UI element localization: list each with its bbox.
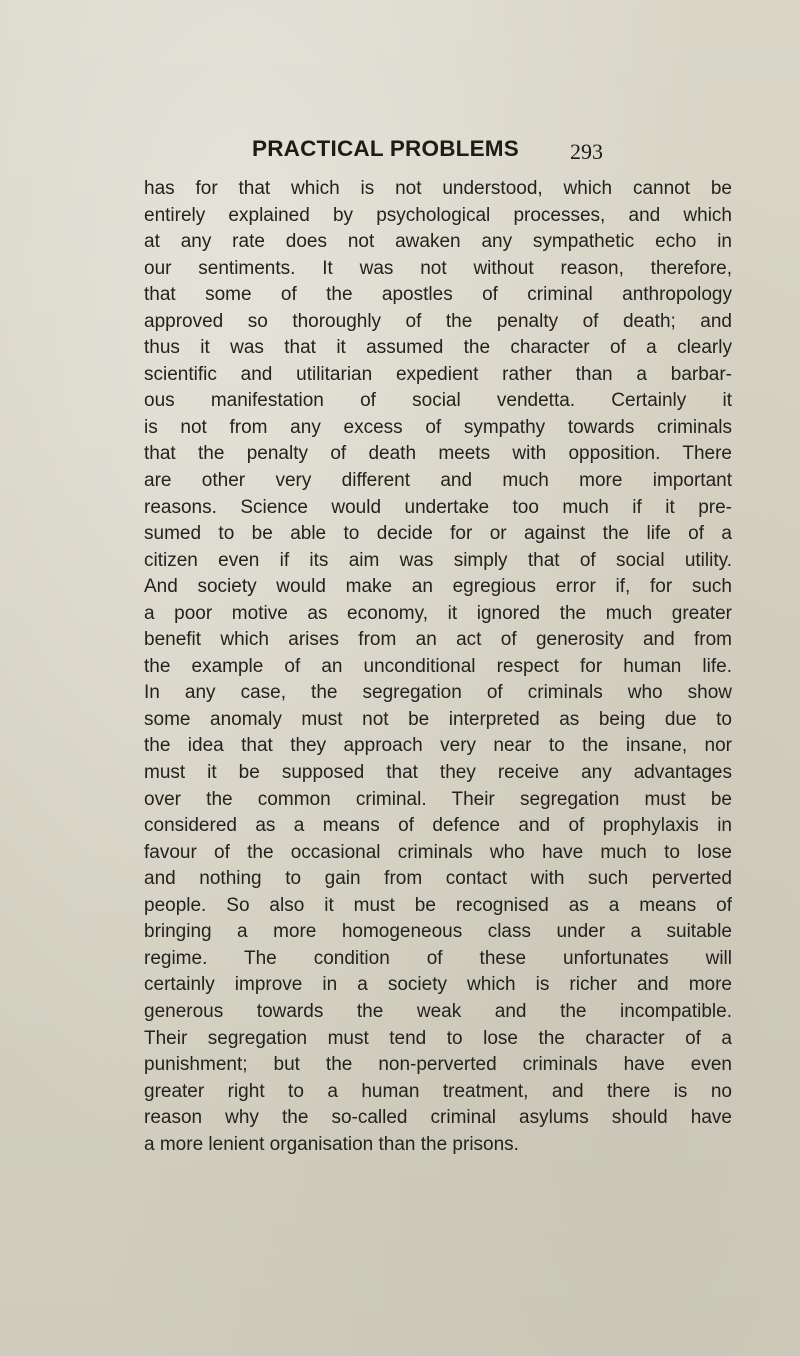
text-line: regime. The condition of these unfortunates will — [144, 947, 732, 969]
text-line: must it be supposed that they receive any advantages — [144, 762, 732, 784]
text-line: some anomaly must not be interpreted as being due to — [144, 708, 732, 730]
text-line: at any rate does not awaken any sympathetic echo in — [144, 231, 732, 253]
text-line: the example of an unconditional respect for human life. — [144, 655, 732, 677]
text-line: that some of the apostles of criminal anthropology — [144, 284, 732, 306]
text-line: bringing a more homogeneous class under a suitable — [144, 921, 732, 943]
text-line: In any case, the segregation of criminals who show — [144, 682, 732, 704]
text-line: generous towards the weak and the incompatible. — [144, 1000, 732, 1022]
text-line: our sentiments. It was not without reason, therefore, — [144, 257, 732, 279]
text-line: sumed to be able to decide for or against the life of a — [144, 523, 732, 545]
text-line: favour of the occasional criminals who have much to lose — [144, 841, 732, 863]
text-line: and nothing to gain from contact with such perverted — [144, 868, 732, 890]
text-line: considered as a means of defence and of prophylaxis in — [144, 815, 732, 837]
text-line: citizen even if its aim was simply that of social utility. — [144, 549, 732, 571]
text-line: a more lenient organisation than the prisons. — [144, 1133, 519, 1155]
body-text — [144, 176, 732, 1158]
text-line: are other very different and much more important — [144, 470, 732, 492]
text-line: ous manifestation of social vendetta. Certainly it — [144, 390, 732, 412]
text-line: approved so thoroughly of the penalty of death; and — [144, 310, 732, 332]
text-line: entirely explained by psychological processes, and which — [144, 204, 732, 226]
text-line: greater right to a human treatment, and there is no — [144, 1080, 732, 1102]
text-line: reason why the so-called criminal asylums should have — [144, 1107, 732, 1129]
text-line: scientific and utilitarian expedient rather than a barbar- — [144, 363, 732, 385]
text-line: punishment; but the non-perverted criminals have even — [144, 1054, 732, 1076]
text-line: has for that which is not understood, which cannot be — [144, 178, 732, 199]
text-line: And society would make an egregious error if, for such — [144, 576, 732, 598]
text-line: a poor motive as economy, it ignored the much greater — [144, 602, 732, 624]
running-title: PRACTICAL PROBLEMS — [252, 136, 519, 161]
text-line: Their segregation must tend to lose the character of a — [144, 1027, 732, 1049]
page-number: 293 — [570, 139, 603, 164]
running-head — [0, 136, 800, 166]
text-line: the idea that they approach very near to the insane, nor — [144, 735, 732, 757]
text-line: that the penalty of death meets with opposition. There — [144, 443, 732, 465]
text-line: certainly improve in a society which is richer and more — [144, 974, 732, 996]
text-line: reasons. Science would undertake too much if it pre- — [144, 496, 732, 518]
text-line: over the common criminal. Their segregation must be — [144, 788, 732, 810]
text-line: people. So also it must be recognised as a means of — [144, 894, 732, 916]
text-line: is not from any excess of sympathy towards criminals — [144, 416, 732, 438]
text-line: thus it was that it assumed the character of a clearly — [144, 337, 732, 359]
text-line: benefit which arises from an act of generosity and from — [144, 629, 732, 651]
